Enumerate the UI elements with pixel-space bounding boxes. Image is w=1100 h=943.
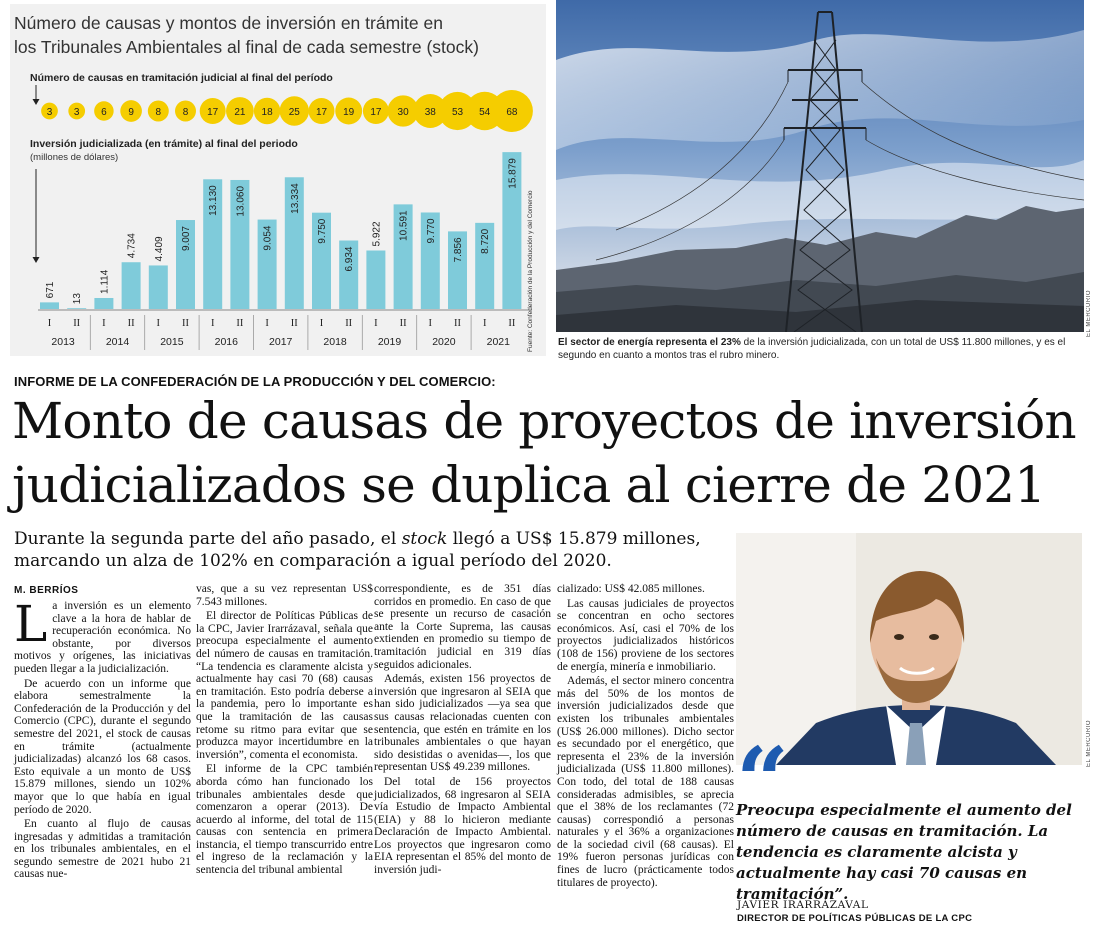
investment-bar — [94, 298, 113, 309]
paragraph: Además, existen 156 proyectos de inversión que ingresaron al SEIA que han sido judicializados —ya sea que sus causas relacionadas cuenten con sentencia, que estén en trámite en los tribunales ambientales o que hayan sido desistidas o avenidas—, los que representan US$ 49.239 millones. — [374, 673, 551, 774]
bar-value-label: 8.720 — [480, 228, 492, 254]
year-tick-label: 2016 — [214, 336, 238, 348]
semester-tick-label: I — [210, 318, 215, 329]
photo-credit: EL MERCURIO — [1086, 290, 1092, 337]
cause-count-label: 68 — [506, 107, 518, 118]
semester-tick-label: II — [454, 318, 461, 329]
semester-tick-label: II — [182, 318, 189, 329]
paragraph: En cuanto al flujo de causas ingresadas y admitidas a tramitación en los tribunales ambientales, en el segundo semestre de 2021 hubo 21 causas nue- — [14, 818, 191, 881]
bars-unit: (millones de dólares) — [30, 152, 119, 163]
investment-chart — [10, 4, 546, 356]
photo-caption-rest: de la inversión judicializada, con un total de US$ 11.800 millones, y es el segundo en cuanto a montos tras el rubro minero. — [558, 337, 1066, 361]
cause-count-label: 9 — [128, 107, 134, 118]
cause-count-label: 6 — [101, 107, 107, 118]
semester-tick-label: I — [102, 318, 106, 329]
cause-count-label: 25 — [288, 107, 300, 118]
bar-value-label: 13.130 — [208, 185, 220, 216]
semester-tick-label: II — [399, 318, 407, 329]
semester-tick-label: I — [47, 318, 52, 329]
bar-value-label: 4.409 — [153, 236, 165, 262]
year-tick-label: 2021 — [486, 336, 510, 348]
semester-tick-label: II — [290, 318, 298, 329]
cause-count-label: 17 — [207, 107, 219, 118]
byline: M. BERRÍOS — [14, 585, 79, 596]
semester-tick-label: I — [265, 318, 269, 329]
headline: Monto de causas de proyectos de inversión judicializados se duplica al cierre de 2021 — [12, 392, 1076, 514]
investment-bar — [366, 250, 385, 309]
cause-count-label: 3 — [73, 107, 80, 118]
cause-count-label: 17 — [315, 107, 328, 118]
semester-tick-label: I — [156, 318, 161, 329]
investment-bar — [122, 262, 141, 309]
paragraph: Además, el sector minero concentra más del 50% de los montos de inversión judicializados desde que existen los tribunales ambientales (US$ 26.000 millones). Dicho sector es secundado por el energético, que representa el 23% de la inversión judicializada (US$ 11.800 millones). Con todo, del total de 188 causas consideradas admisibles, se aprecia que el 38% de los reclamantes (72 causas) correspondió a personas naturales y el 36% a organizaciones de la sociedad civil (68 causas). El 19% fueron personas jurídicas con fines de lucro (prácticamente todos titulares de proyecto). — [557, 675, 734, 889]
quote-mark-icon: “ — [736, 727, 789, 835]
year-tick-label: 2020 — [432, 336, 456, 348]
paragraph: Del total de 156 proyectos judicializados, 68 ingresaron al SEIA vía Estudio de Impacto Ambiental (EIA) y 88 lo hicieron mediante Declaración de Impacto Ambiental. Los proyectos que ingresaron como EIA representan el 85% del monto de inversión judi- — [374, 775, 551, 877]
semester-tick-label: II — [236, 318, 244, 329]
article-column-3 — [374, 583, 551, 879]
investment-bar — [40, 302, 59, 309]
cause-count-label: 21 — [234, 107, 246, 118]
article-column-4 — [557, 583, 734, 891]
bar-value-label: 6.934 — [344, 246, 356, 272]
deck — [14, 528, 734, 572]
bar-value-label: 13.334 — [289, 183, 301, 214]
quote-author: JAVIER IRARRÁZAVAL — [737, 899, 869, 911]
bar-value-label: 1.114 — [99, 269, 111, 294]
pull-quote: Preocupa especialmente el aumento del número de causas en tramitación. La tendencia es claramente alcista y actualmente hay casi 70 causas en tramitación”. — [736, 801, 1072, 903]
chart-title-line-1: Número de causas y montos de inversión en trámite en — [14, 13, 443, 33]
bars-arrow-head — [33, 257, 40, 263]
power-tower-photo — [556, 0, 1084, 332]
cause-count-label: 8 — [182, 107, 189, 118]
bubbles-arrow-head — [33, 99, 40, 105]
bubbles-label: Número de causas en tramitación judicial al final del período — [30, 72, 333, 84]
article-column-2 — [196, 583, 373, 879]
chart-panel — [10, 4, 546, 356]
bars-label: Inversión judicializada (en trámite) al final del periodo — [30, 138, 298, 150]
paragraph: correspondiente, es de 351 días corridos en promedio. En caso de que se presente un recurso de casación ante la Corte Suprema, las causas extienden en promedio su tiempo de tramitación judicial en 319 días seguidos adicionales. — [374, 583, 551, 671]
portrait-credit: EL MERCURIO — [1086, 720, 1092, 767]
bar-value-label: 13 — [72, 293, 84, 305]
paragraph: El director de Políticas Públicas de la CPC, Javier Irarrázaval, señala que preocupa especialmente el aumento del número de causas en tramitación. “La tendencia es claramente alcista y actualmente hay casi 70 (68) causas en tramitación. Esto podría deberse a la pandemia, pero lo importante es que la tramitación de las causas retome su ritmo para evitar que se produzca mayor incertidumbre en la inversión”, comenta el economista. — [196, 610, 373, 761]
bar-value-label: 5.922 — [371, 221, 383, 247]
year-tick-label: 2013 — [51, 336, 75, 348]
chart-title-line-2: los Tribunales Ambientales al final de cada semestre (stock) — [14, 37, 479, 57]
paragraph: De acuerdo con un informe que elabora semestralmente la Confederación de la Producción y del Comercio (CPC), durante el segundo semestre del 2021, el stock de causas en trámite (actualmente judicializadas) alcanzó los 68 casos. Esto equivale a un monto de US$ 15.879 millones, siendo un 102% mayor que lo que había en igual período de 2020. — [14, 677, 191, 816]
bar-value-label: 13.060 — [235, 185, 247, 217]
cause-count-label: 17 — [370, 107, 382, 118]
bar-value-label: 7.856 — [453, 237, 464, 263]
year-tick-label: 2018 — [323, 336, 347, 348]
semester-tick-label: II — [345, 318, 353, 329]
chart-source: Fuente: Confederación de la Producción y del Comercio — [527, 190, 534, 352]
deck-part-a: Durante la segunda parte del año pasado, el — [14, 529, 402, 549]
year-tick-label: 2019 — [377, 336, 402, 348]
year-tick-label: 2014 — [105, 336, 130, 348]
investment-bar — [67, 308, 86, 309]
bar-value-label: 9.054 — [262, 225, 274, 251]
cause-count-label: 30 — [397, 107, 409, 118]
kicker: INFORME DE LA CONFEDERACIÓN DE LA PRODUCCIÓN Y DEL COMERCIO: — [14, 374, 496, 389]
energy-photo — [556, 0, 1084, 332]
cause-count-label: 8 — [155, 107, 162, 118]
paragraph-text: a inversión es un elemento clave a la hora de hablar de recuperación económica. No obstante, por diversos motivos y orígenes, las iniciativas pueden llegar a la judicialización. — [14, 600, 191, 675]
bar-value-label: 9.007 — [181, 226, 192, 252]
bar-value-label: 9.750 — [317, 218, 328, 244]
paragraph: vas, que a su vez representan US$ 7.543 millones. — [196, 583, 373, 608]
semester-tick-label: II — [73, 318, 81, 329]
photo-caption-bold: El sector de energía representa el 23% — [558, 337, 741, 348]
cause-count-label: 54 — [479, 107, 491, 118]
deck-part-b: llegó a US$ 15.879 millones, marcando un alza de 102% en comparación a igual período del 2020. — [14, 529, 701, 571]
cause-count-label: 38 — [424, 107, 436, 118]
year-tick-label: 2015 — [160, 336, 184, 348]
quote-role: DIRECTOR DE POLÍTICAS PÚBLICAS DE LA CPC — [737, 913, 973, 924]
bar-value-label: 671 — [45, 281, 56, 299]
investment-bar — [149, 265, 168, 309]
cause-count-label: 3 — [46, 107, 53, 118]
cause-count-label: 18 — [261, 107, 273, 118]
cause-count-label: 53 — [451, 107, 464, 118]
photo-caption — [558, 336, 1086, 362]
deck-italic: stock — [401, 529, 448, 549]
semester-tick-label: II — [508, 318, 516, 329]
cause-count-label: 19 — [343, 107, 355, 118]
semester-tick-label: I — [428, 318, 433, 329]
semester-tick-label: I — [319, 318, 324, 329]
paragraph: Las causas judiciales de proyectos se concentran en ocho sectores económicos. Así, casi el 70% de los proyectos judicializados históricos (108 de 156) proviene de los sectores de energía, minería e inmobiliario. — [557, 597, 734, 673]
paragraph: El informe de la CPC también aborda cómo han funcionado los tribunales ambientales desde que comenzaron a operar (2013). De acuerdo al informe, del total de 115 causas con sentencia en primera instancia, el tiempo transcurrido entre el ingreso de la reclamación y la sentencia del tribunal ambiental — [196, 763, 373, 877]
semester-tick-label: I — [374, 318, 378, 329]
drop-cap: L — [14, 595, 48, 653]
semester-tick-label: II — [127, 318, 135, 329]
bar-value-label: 4.734 — [126, 233, 138, 259]
bar-value-label: 15.879 — [507, 158, 519, 189]
paragraph — [14, 595, 191, 676]
semester-tick-label: I — [482, 318, 487, 329]
article-column-1 — [14, 595, 191, 883]
paragraph: cializado: US$ 42.085 millones. — [557, 583, 705, 595]
bar-value-label: 9.770 — [425, 218, 437, 244]
bar-value-label: 10.591 — [398, 210, 410, 241]
year-tick-label: 2017 — [269, 336, 293, 348]
